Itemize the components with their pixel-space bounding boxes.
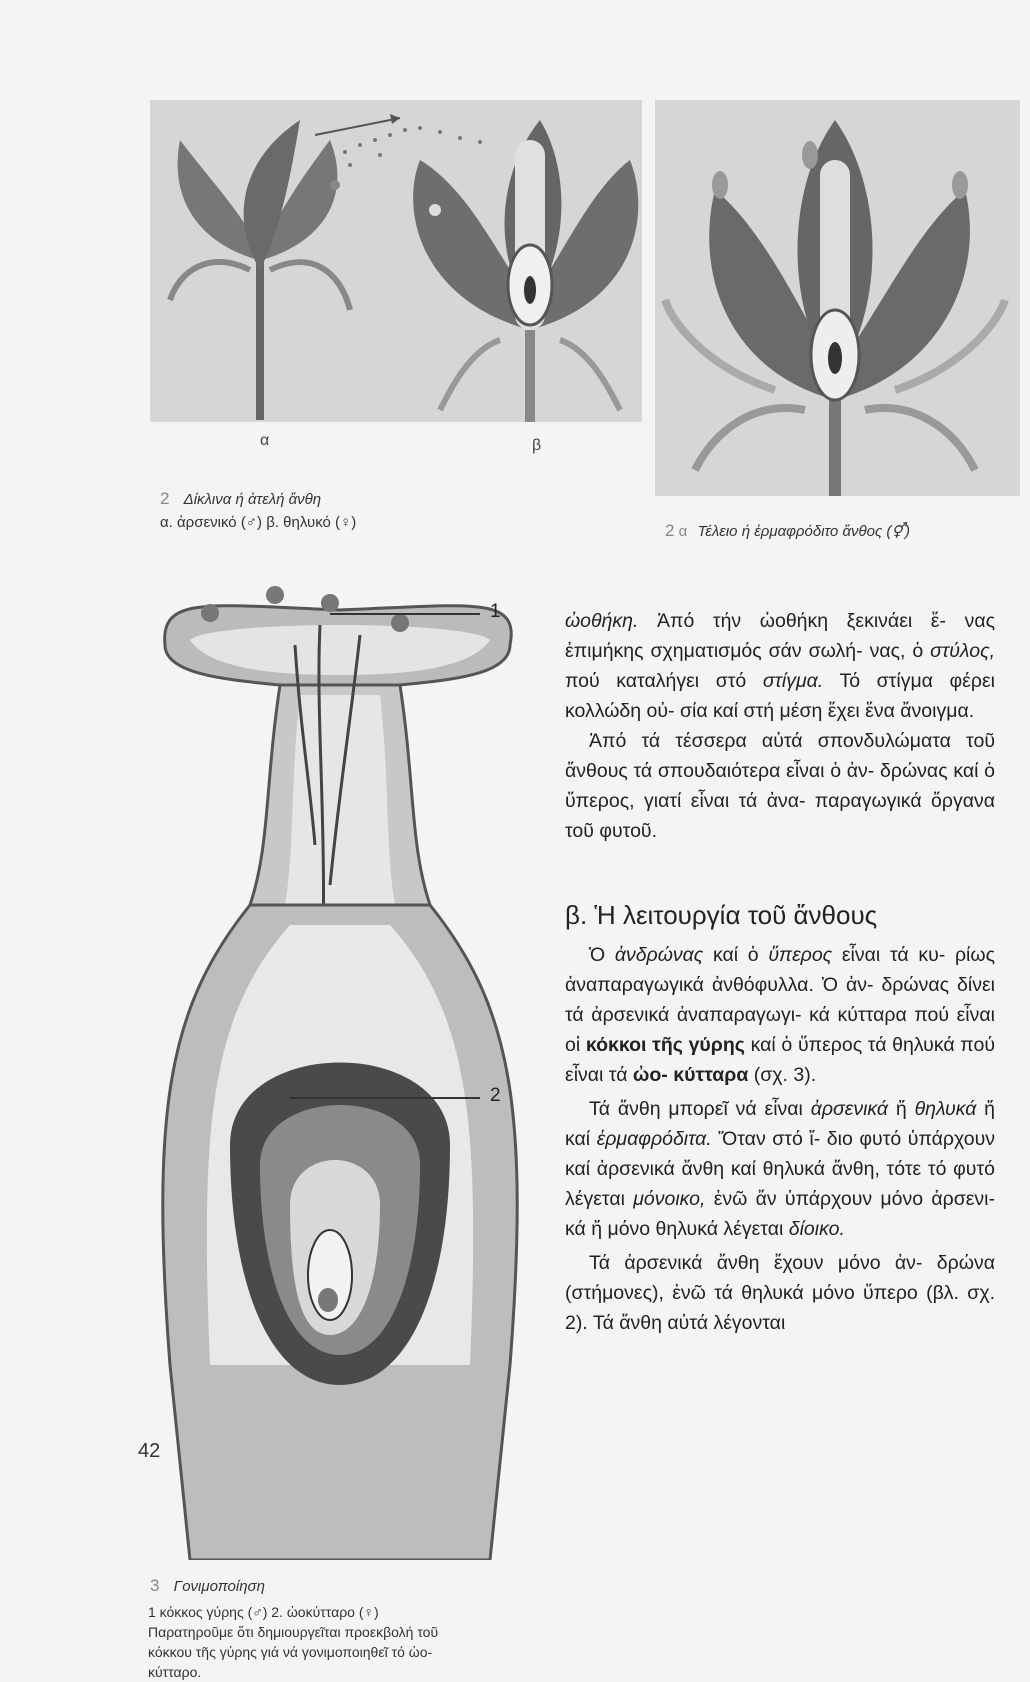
figure-2-title: Δίκλινα ή ἀτελή ἄνθη bbox=[183, 491, 322, 508]
p1-text-a: Ἀπό τήν ὠοθήκη ξεκινάει ἕ- νας ἐπιμήκης σχηματισμός σάν σωλή- νας, ὁ bbox=[565, 610, 995, 662]
p1-italic-1: ὠοθήκη. bbox=[565, 610, 639, 632]
p4-text-a: Τά ἄνθη μπορεῖ νά εἶναι bbox=[589, 1098, 811, 1120]
figure-3-caption-body bbox=[148, 1602, 548, 1682]
callout-2-label: 2 bbox=[490, 1085, 501, 1106]
callout-2-line bbox=[290, 1097, 480, 1099]
p1-text-c: Τό στίγμα φέρει κολλώδη οὐ- σία καί στή μέση ἔχει ἕνα ἄνοιγμα. bbox=[565, 670, 995, 722]
p4-italic-5: δίοικο. bbox=[788, 1218, 845, 1240]
p4-text-e: ἐνῶ ἄν ὑπάρχουν μόνο ἀρσενι- κά ἤ μόνο θηλυκά λέγεται bbox=[565, 1188, 995, 1240]
body-text-block-2 bbox=[565, 940, 995, 1338]
page-number: 42 bbox=[138, 1440, 161, 1462]
p3-italic-2: ὕπερος bbox=[768, 944, 833, 966]
p3-italic-1: ἀνδρώνας bbox=[614, 944, 704, 966]
figure-3-illustration bbox=[150, 585, 530, 1560]
p1-italic-3: στίγμα. bbox=[762, 670, 824, 692]
figure-2-illustration bbox=[150, 100, 642, 422]
figure-2-label-a: α bbox=[260, 432, 270, 449]
figure-3-caption-title bbox=[150, 1575, 265, 1598]
p4-italic-3: ἑρμαφρόδιτα. bbox=[596, 1128, 712, 1150]
p4-text-d: Ὅταν στό ἴ- διο φυτό ὑπάρχουν καί ἀρσενικά ἄνθη καί θηλυκά ἄνθη, τότε τό φυτό λέγεται bbox=[565, 1128, 995, 1210]
figure-2a-letter: α bbox=[678, 523, 688, 540]
paragraph-2: Ἀπό τά τέσσερα αὐτά σπονδυλώματα τοῦ ἄνθους τά σπουδαιότερα εἶναι ὁ ἀν- δρώνας καί ὁ ὕπερος, γιατί εἶναι τά ἀνα- παραγωγικά ὄργανα τοῦ φυτοῦ. bbox=[565, 730, 995, 842]
figure-3-line-1: 1 κόκκος γύρης (♂) 2. ὠοκύτταρο (♀) bbox=[148, 1604, 379, 1620]
figure-2a-illustration bbox=[655, 100, 1020, 496]
p3-bold-2: ὠο- κύτταρα bbox=[632, 1064, 749, 1086]
p1-italic-2: στύλος, bbox=[930, 640, 995, 662]
figure-3-line-2: Παρατηροῦμε ὅτι δημιουργεῖται προεκβολή τοῦ bbox=[148, 1624, 439, 1640]
figure-2-caption bbox=[160, 488, 321, 511]
p4-text-c: ἤ καί bbox=[565, 1098, 996, 1150]
figure-2a-caption bbox=[665, 520, 910, 543]
p3-text-a: Ὁ bbox=[589, 944, 615, 966]
p4-italic-2: θηλυκά bbox=[914, 1098, 977, 1120]
figure-2-subtitle: α. ἀρσενικό (♂) β. θηλυκό (♀) bbox=[160, 514, 357, 531]
callout-1-line bbox=[330, 613, 480, 615]
p4-italic-1: ἀρσενικά bbox=[810, 1098, 889, 1120]
figure-3-title: Γονιμοποίηση bbox=[173, 1578, 265, 1595]
figure-3-line-3: κόκκου τῆς γύρης γιά νά γονιμοποιηθεῖ τό ὠο- bbox=[148, 1644, 433, 1660]
male-flower-drawing bbox=[170, 120, 350, 420]
figure-2-label-b: β bbox=[532, 437, 542, 454]
p3-bold-1: κόκκοι τῆς γύρης bbox=[585, 1034, 745, 1056]
paragraph-3 bbox=[565, 940, 995, 1090]
p1-text-b: πού καταλήγει στό bbox=[565, 670, 763, 692]
p3-text-b: καί ὁ bbox=[703, 944, 769, 966]
p4-italic-4: μόνοικο, bbox=[633, 1188, 706, 1210]
figure-2a-title: Τέλειο ή ἑρμαφρόδιτο ἄνθος (⚥) bbox=[697, 523, 910, 540]
p3-text-d: καί ὁ ὕπερος τά θηλυκά πού εἶναι τά bbox=[565, 1034, 995, 1086]
paragraph-1 bbox=[565, 606, 995, 726]
figure-2a-number: 2 bbox=[665, 521, 675, 540]
figure-3-number: 3 bbox=[150, 1576, 160, 1595]
p3-text-e: (σχ. 3). bbox=[748, 1064, 817, 1086]
figure-2a-panel bbox=[655, 100, 1020, 496]
callout-1-label: 1 bbox=[490, 601, 501, 622]
figure-2-panel bbox=[150, 100, 642, 422]
figure-2-number: 2 bbox=[160, 489, 170, 508]
female-flower-drawing bbox=[413, 120, 638, 422]
paragraph-4 bbox=[565, 1094, 995, 1244]
figure-3-line-4: κύτταρο. bbox=[148, 1664, 202, 1680]
p3-text-c: εἶναι τά κυ- ρίως ἀναπαραγωγικά ἀνθόφυλλα. Ὁ ἀν- δρώνας δίνει τά ἀρσενικά ἀναπαραγωγι- κά κύτταρα πού εἶναι οἱ bbox=[565, 944, 995, 1056]
body-text-block-1 bbox=[565, 606, 995, 846]
section-heading: β. Ἡ λειτουργία τοῦ ἄνθους bbox=[565, 900, 878, 930]
paragraph-5: Τά ἀρσενικά ἄνθη ἔχουν μόνο ἀν- δρώνα (στήμονες), ἐνῶ τά θηλυκά μόνο ὕπερο (βλ. σχ. 2). Τά ἄνθη αὐτά λέγονται bbox=[565, 1252, 995, 1334]
p4-text-b: ἤ bbox=[888, 1098, 915, 1120]
